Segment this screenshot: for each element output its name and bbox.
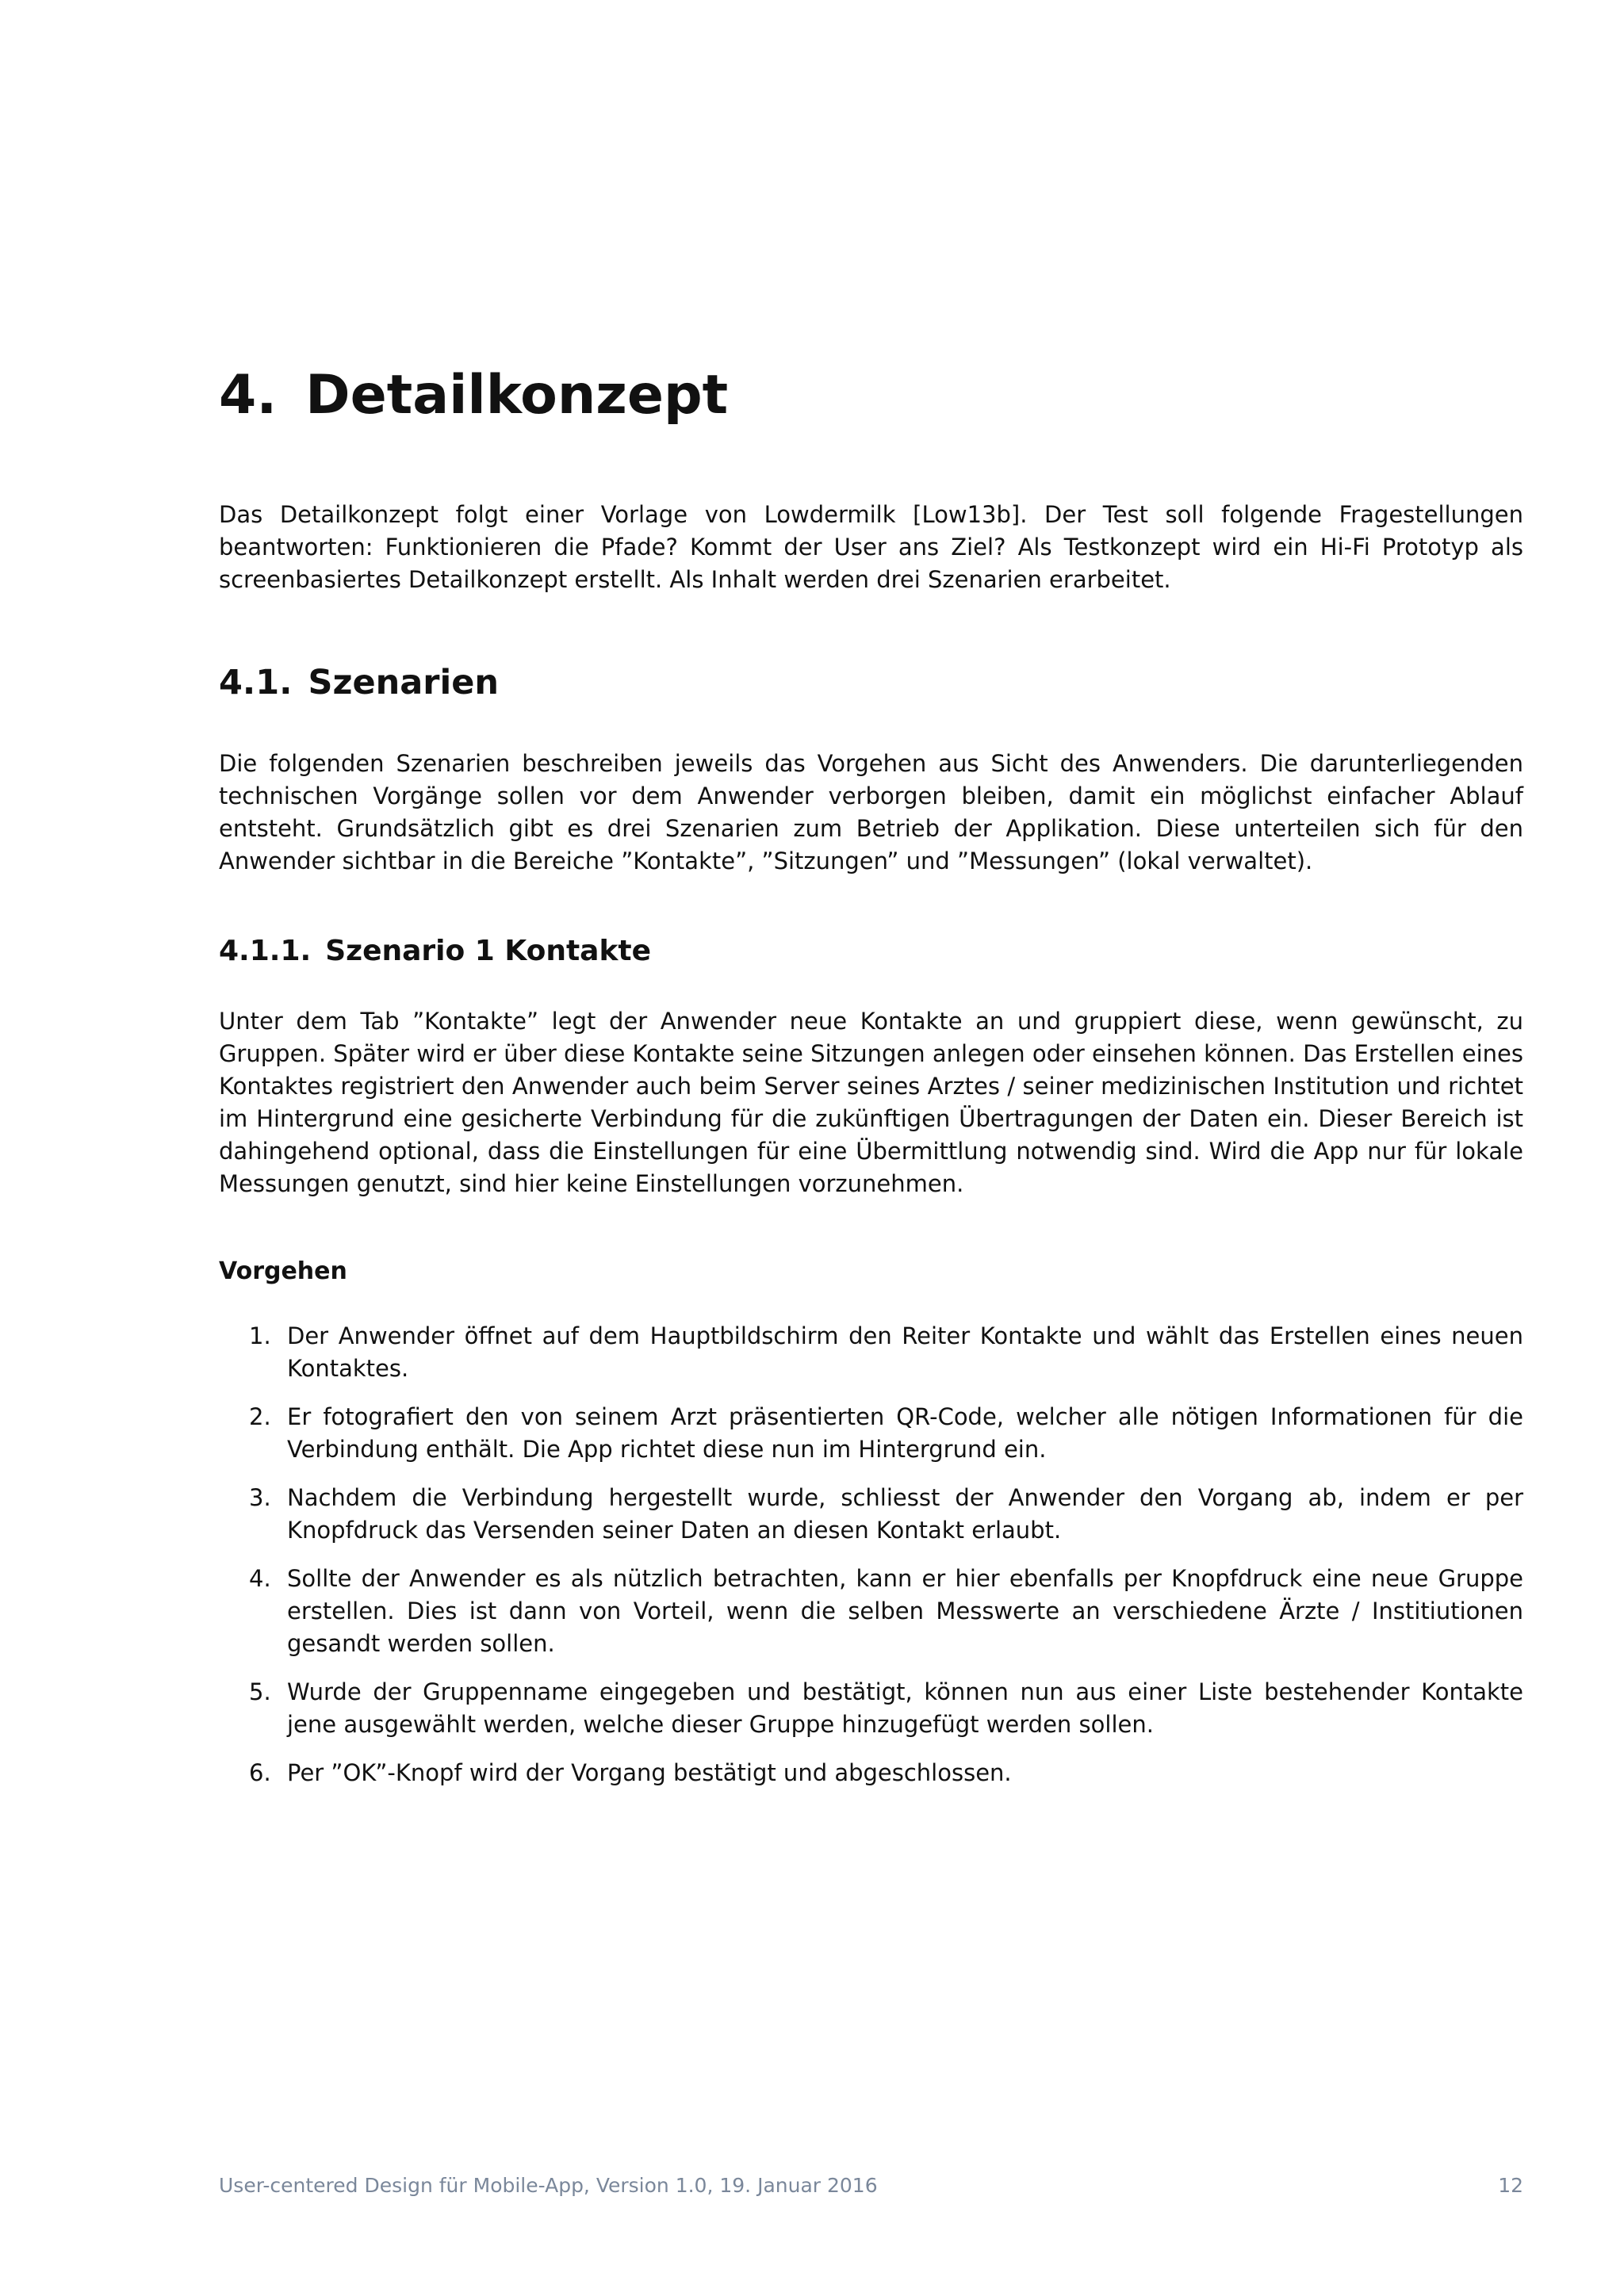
- section-title: [219, 663, 499, 704]
- procedure-steps-list: [219, 1320, 1523, 1805]
- procedure-step: [219, 1401, 1523, 1466]
- footer-document-info: User-centered Design für Mobile-App, Version 1.0, 19. Januar 2016: [219, 2174, 878, 2197]
- step-marker: 6.: [249, 1759, 271, 1786]
- section-paragraph: Die folgenden Szenarien beschreiben jeweils das Vorgehen aus Sicht des Anwenders. Die darunterliegenden technischen Vorgänge sollen vor dem Anwender verborgen bleiben, damit ein möglichst einfacher Ablauf entsteht. Grundsätzlich gibt es drei Szenarien zum Betrieb der Applikation. Diese unterteilen sich für den Anwender sichtbar in die Bereiche ”Kontakte”, ”Sitzungen” und ”Messungen” (lokal verwaltet).: [219, 750, 1523, 874]
- procedure-step: [219, 1320, 1523, 1385]
- chapter-number: 4.: [219, 364, 278, 427]
- page-number: 12: [1498, 2174, 1523, 2197]
- procedure-step: [219, 1676, 1523, 1741]
- chapter-intro-paragraph: Das Detailkonzept folgt einer Vorlage von Lowdermilk [Low13b]. Der Test soll folgende Fragestellungen beantworten: Funktionieren die Pfade? Kommt der User ans Ziel? Als Testkonzept wird ein Hi-Fi Prototyp als screenbasiertes Detailkonzept erstellt. Als Inhalt werden drei Szenarien erarbeitet.: [219, 501, 1523, 593]
- step-text: Nachdem die Verbindung hergestellt wurde, schliesst der Anwender den Vorgang ab, indem er per Knopfdruck das Versenden seiner Daten an diesen Kontakt erlaubt.: [287, 1484, 1523, 1544]
- step-text: Per ”OK”-Knopf wird der Vorgang bestätigt und abgeschlossen.: [287, 1759, 1012, 1786]
- step-text: Er fotografiert den von seinem Arzt präsentierten QR-Code, welcher alle nötigen Informationen für die Verbindung enthält. Die App richtet diese nun im Hintergrund ein.: [287, 1403, 1523, 1463]
- procedure-step: [219, 1757, 1523, 1789]
- procedure-step: [219, 1563, 1523, 1660]
- subsection-number: 4.1.1.: [219, 935, 312, 967]
- step-text: Der Anwender öffnet auf dem Hauptbildschirm den Reiter Kontakte und wählt das Erstellen eines neuen Kontaktes.: [287, 1322, 1523, 1382]
- procedure-step: [219, 1482, 1523, 1547]
- section-number: 4.1.: [219, 663, 293, 702]
- chapter-title: [219, 363, 728, 428]
- step-marker: 2.: [249, 1403, 271, 1430]
- step-marker: 4.: [249, 1565, 271, 1592]
- procedure-heading: Vorgehen: [219, 1257, 347, 1285]
- page-footer: [219, 2174, 1523, 2197]
- subsection-title: [219, 934, 651, 968]
- step-marker: 1.: [249, 1322, 271, 1349]
- step-marker: 3.: [249, 1484, 271, 1511]
- step-marker: 5.: [249, 1678, 271, 1705]
- subsection-paragraph: Unter dem Tab ”Kontakte” legt der Anwender neue Kontakte an und gruppiert diese, wenn gewünscht, zu Gruppen. Später wird er über diese Kontakte seine Sitzungen anlegen oder einsehen können. Das Erstellen eines Kontaktes registriert den Anwender auch beim Server seines Arztes / seiner medizinischen Institution und richtet im Hintergrund eine gesicherte Verbindung für die zukünftigen Übertragungen der Daten ein. Dieser Bereich ist dahingehend optional, dass die Einstellungen für eine Übermittlung notwendig sind. Wird die App nur für lokale Messungen genutzt, sind hier keine Einstellungen vorzunehmen.: [219, 1008, 1523, 1197]
- subsection-title-text: Szenario 1 Kontakte: [325, 935, 652, 967]
- chapter-title-text: Detailkonzept: [305, 364, 729, 427]
- step-text: Wurde der Gruppenname eingegeben und bestätigt, können nun aus einer Liste bestehender Kontakte jene ausgewählt werden, welche dieser Gruppe hinzugefügt werden sollen.: [287, 1678, 1523, 1738]
- section-title-text: Szenarien: [308, 663, 500, 702]
- step-text: Sollte der Anwender es als nützlich betrachten, kann er hier ebenfalls per Knopfdruck eine neue Gruppe erstellen. Dies ist dann von Vorteil, wenn die selben Messwerte an verschiedene Ärzte / Institiutionen gesandt werden sollen.: [287, 1565, 1523, 1657]
